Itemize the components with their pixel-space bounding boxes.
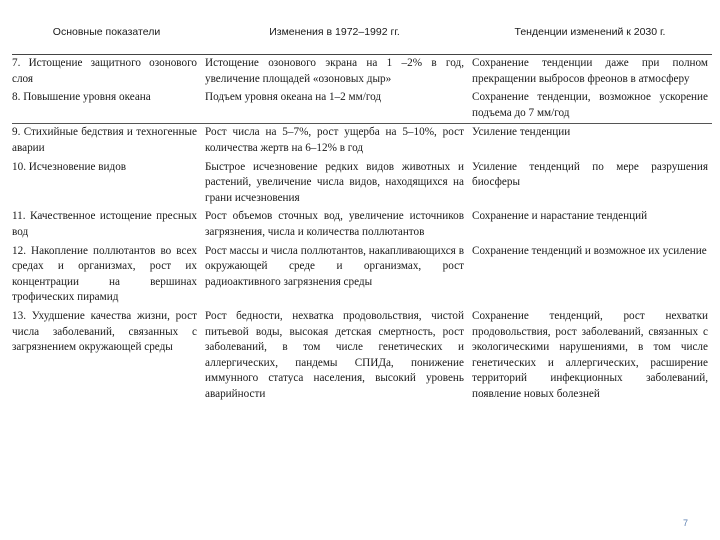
indicator-cell: 12. Накопление поллютантов во всех средах и организмах, рост их концентрации на вершинах трофических пирамид	[12, 244, 197, 304]
indicator-cell: 7. Истощение защитного озонового слоя	[12, 57, 197, 85]
document-page	[12, 10, 712, 528]
trend-cell: Сохранение тенденций и возможное их усиление	[472, 244, 707, 257]
page-number: 7	[683, 518, 689, 528]
table-row	[12, 55, 712, 90]
trend-cell: Усиление тенденций по мере разрушения биосферы	[472, 160, 708, 189]
header-indicators: Основные показатели	[12, 10, 201, 55]
header-changes: Изменения в 1972–1992 гг.	[201, 10, 468, 55]
table-row	[12, 89, 712, 124]
trend-cell: Сохранение тенденций, рост нехватки продовольствия, рост заболеваний, связанных с экологическими нарушениями, в том числе генетических и аллергических, расширение территорий инфекционных заболеваний, появление новых болезней	[472, 309, 708, 400]
trend-cell: Сохранение тенденции, возможное ускорение подъема до 7 мм/год	[472, 91, 708, 119]
changes-cell: Рост бедности, нехватка продовольствия, чистой питьевой воды, высокая детская смертность, рост заболеваний, в том числе генетических и аллергических, пандемы СПИДа, понижение иммунного статуса населения, высокий уровень аварийности	[205, 309, 464, 400]
environment-indicators-table	[12, 10, 712, 404]
trend-cell: Сохранение тенденции даже при полном прекращении выбросов фреонов в атмосферу	[472, 57, 708, 85]
table-row	[12, 159, 712, 209]
changes-cell: Быстрое исчезновение редких видов животных и растений, увеличение числа видов, находящихся на грани исчезновения	[205, 160, 464, 204]
table-row	[12, 124, 712, 159]
indicator-cell: 13. Ухудшение качества жизни, рост числа заболеваний, связанных с загрязнением окружающей среды	[12, 309, 197, 354]
changes-cell: Рост массы и числа поллютантов, накапливающихся в окружающей среде и организмах, рост радиоактивного загрязнения среды	[205, 244, 464, 288]
changes-cell: Подъем уровня океана на 1–2 мм/год	[205, 91, 382, 104]
header-row	[12, 10, 712, 55]
trend-cell: Сохранение и нарастание тенденций	[472, 210, 648, 223]
header-trends: Тенденции изменений к 2030 г.	[468, 10, 712, 55]
table-row	[12, 208, 712, 242]
indicator-cell: 11. Качественное истощение пресных вод	[12, 210, 197, 238]
indicator-cell: 8. Повышение уровня океана	[12, 91, 151, 104]
table-row	[12, 243, 712, 308]
trend-cell: Усиление тенденции	[468, 124, 712, 159]
changes-cell: Рост числа на 5–7%, рост ущерба на 5–10%, рост количества жертв на 6–12% в год	[201, 124, 468, 159]
changes-cell: Истощение озонового экрана на 1 –2% в год, увеличение площадей «озоновых дыр»	[205, 57, 464, 85]
indicator-cell: 10. Исчезновение видов	[12, 160, 127, 173]
table-row	[12, 308, 712, 405]
changes-cell: Рост объемов сточных вод, увеличение источников загрязнения, числа и количества поллютантов	[205, 210, 464, 238]
indicator-cell: 9. Стихийные бедствия и техногенные аварии	[12, 124, 201, 159]
